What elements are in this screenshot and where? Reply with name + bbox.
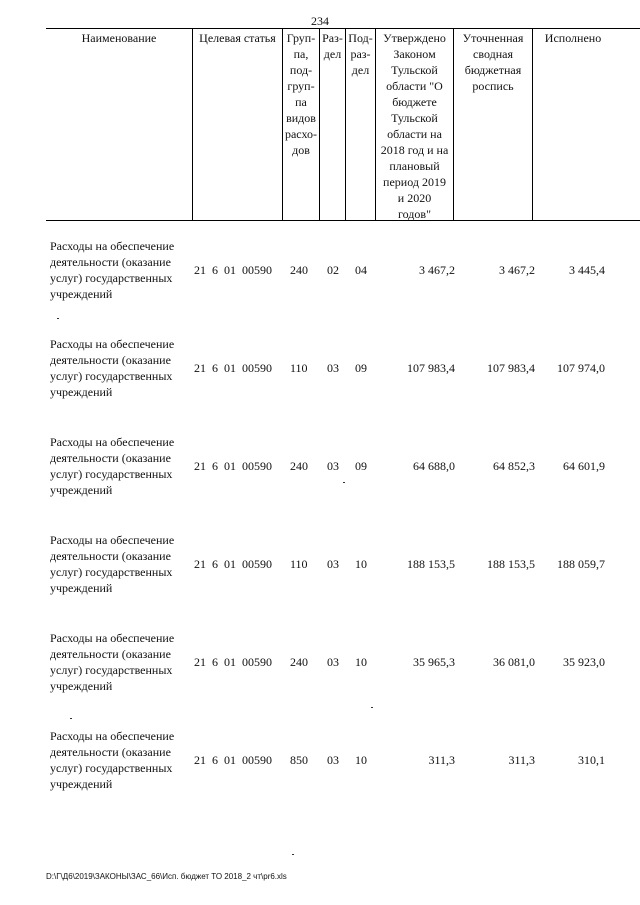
- row-target: 21 6 01 00590: [194, 459, 272, 473]
- row-executed: 64 601,9: [563, 459, 605, 473]
- row-group: 110: [290, 361, 308, 375]
- row-refined: 36 081,0: [493, 655, 535, 669]
- row-name: Расходы на обеспечение деятельности (оказание услуг) государственных учреждений: [50, 631, 175, 693]
- scan-speck: [70, 718, 72, 719]
- row-group: 240: [290, 655, 308, 669]
- table-row: [0, 238, 640, 302]
- row-refined: 188 153,5: [487, 557, 535, 571]
- header-executed: Исполнено: [544, 31, 602, 45]
- row-approved: 3 467,2: [419, 263, 455, 277]
- row-refined: 3 467,2: [499, 263, 535, 277]
- row-approved: 35 965,3: [413, 655, 455, 669]
- row-group: 110: [290, 557, 308, 571]
- row-target: 21 6 01 00590: [194, 361, 272, 375]
- page-number: 234: [311, 14, 329, 28]
- header-refined: Уточненная сводная бюджетная роспись: [462, 31, 524, 93]
- row-refined: 64 852,3: [493, 459, 535, 473]
- header-approved: Утверждено Законом Тульской области "О бюджете Тульской области на 2018 год и на плановый период 2019 и 2020 годов": [380, 31, 449, 221]
- row-subsection: 09: [355, 361, 367, 375]
- row-group: 240: [290, 459, 308, 473]
- row-name: Расходы на обеспечение деятельности (оказание услуг) государственных учреждений: [50, 533, 175, 595]
- row-section: 03: [327, 655, 339, 669]
- row-approved: 64 688,0: [413, 459, 455, 473]
- row-refined: 311,3: [508, 753, 535, 767]
- row-executed: 3 445,4: [569, 263, 605, 277]
- row-approved: 107 983,4: [407, 361, 455, 375]
- header-subsection: Под- раз- дел: [348, 31, 373, 77]
- table-row: [0, 630, 640, 694]
- row-section: 03: [327, 361, 339, 375]
- footer-file-path: D:\Г\Д6\2019\ЗАКОНЫ\ЗАС_66\Исп. бюджет ТО 2018_2 чт\pr6.xls: [46, 872, 287, 881]
- row-subsection: 04: [355, 263, 367, 277]
- row-group: 850: [290, 753, 308, 767]
- row-executed: 310,1: [578, 753, 605, 767]
- row-name: Расходы на обеспечение деятельности (оказание услуг) государственных учреждений: [50, 435, 175, 497]
- row-section: 03: [327, 753, 339, 767]
- row-name: Расходы на обеспечение деятельности (оказание услуг) государственных учреждений: [50, 729, 175, 791]
- row-approved: 188 153,5: [407, 557, 455, 571]
- row-group: 240: [290, 263, 308, 277]
- row-target: 21 6 01 00590: [194, 655, 272, 669]
- row-subsection: 10: [355, 753, 367, 767]
- header-section: Раз- дел: [322, 31, 343, 61]
- table-header: [46, 28, 640, 221]
- header-group: Груп- па, под- груп- па видов расхо- дов: [284, 31, 318, 157]
- table-row: [0, 336, 640, 400]
- row-executed: 35 923,0: [563, 655, 605, 669]
- row-target: 21 6 01 00590: [194, 753, 272, 767]
- row-target: 21 6 01 00590: [194, 263, 272, 277]
- row-subsection: 09: [355, 459, 367, 473]
- row-section: 03: [327, 459, 339, 473]
- row-executed: 107 974,0: [557, 361, 605, 375]
- scan-speck: [371, 707, 373, 708]
- scan-speck: [343, 482, 345, 483]
- scan-speck: [57, 318, 59, 319]
- row-approved: 311,3: [428, 753, 455, 767]
- table-row: [0, 728, 640, 792]
- table-row: [0, 532, 640, 596]
- row-section: 02: [327, 263, 339, 277]
- row-subsection: 10: [355, 557, 367, 571]
- row-refined: 107 983,4: [487, 361, 535, 375]
- header-name: Наименование: [81, 31, 157, 45]
- row-executed: 188 059,7: [557, 557, 605, 571]
- header-target: Целевая статья: [199, 31, 276, 45]
- scan-speck: [292, 854, 294, 855]
- row-name: Расходы на обеспечение деятельности (оказание услуг) государственных учреждений: [50, 239, 175, 301]
- row-section: 03: [327, 557, 339, 571]
- row-subsection: 10: [355, 655, 367, 669]
- table-row: [0, 434, 640, 498]
- row-target: 21 6 01 00590: [194, 557, 272, 571]
- row-name: Расходы на обеспечение деятельности (оказание услуг) государственных учреждений: [50, 337, 175, 399]
